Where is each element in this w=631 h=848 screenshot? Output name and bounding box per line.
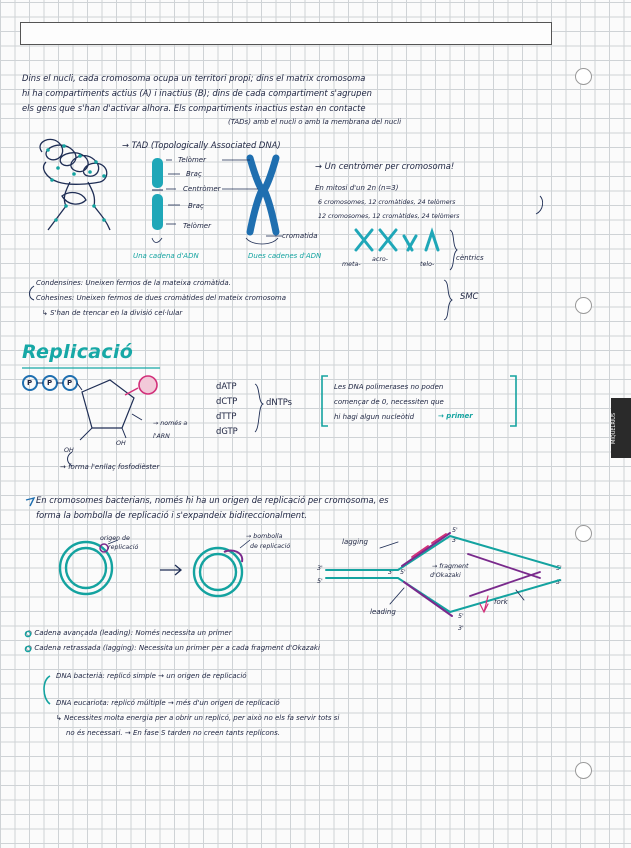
bombolla-label: de replicació [250, 543, 291, 550]
forma-note: → forma l'enllaç fosfodièster [60, 463, 160, 471]
phosphate-label: P [47, 379, 53, 387]
fragment-label: → fragment [432, 563, 469, 570]
cadena-line: ○ Cadena retrassada (lagging): Necessita un primer per a cada fragment d'Okazaki [26, 644, 320, 652]
origen-label: replicació [108, 544, 139, 551]
cromatida-label: cromatida [282, 232, 318, 240]
replication-bubble-icon [194, 540, 250, 596]
strand-end: 3' [556, 579, 562, 586]
bacterial-line: forma la bombolla de replicació i s'expandeix bidireccionalment. [36, 510, 308, 520]
rna-note: → només a l'ARN [153, 420, 188, 440]
origen-label: origen de [100, 535, 130, 542]
cadena-line: ○ Cadena avançada (leading): Només necessita un primer [26, 629, 232, 637]
fragment-label: d'Okazaki [430, 572, 461, 579]
centric-type: meta- [342, 261, 361, 268]
strand-end: 3' [458, 625, 464, 632]
intro-line: (TADs) amb el nucli o amb la membrana del nucli [228, 118, 402, 126]
bacterial-line: En cromosomes bacterians, només hi ha un origen de replicació per cromosoma, es [36, 495, 389, 505]
primer-label: → primer [438, 412, 473, 420]
polymerase-box [322, 376, 516, 426]
fork-label: fork [494, 598, 508, 606]
dntp: dCTP [216, 396, 238, 406]
dntps-label: dNTPs [266, 397, 292, 407]
intro-line: Dins el nucli, cada cromosoma ocupa un territori propi; dins el matrix cromosoma [22, 73, 366, 83]
cohesines-sub: ↳ S'han de trencar en la divisió cel·lular [42, 309, 183, 317]
dntp: dATP [216, 381, 237, 391]
chromatin-tangle-icon [40, 139, 110, 230]
mitosis-line: 12 cromosomes, 12 cromàtides, 24 telòmers [318, 213, 460, 220]
chromosome-label: Telòmer [178, 156, 206, 164]
chromatid-icon [152, 158, 163, 230]
chromosome-label: Centròmer [183, 185, 221, 193]
strand-end: 5' [452, 527, 458, 534]
cohesines-line: Cohesines: Uneixen fermos de dues cromàtides del mateix cromosoma [36, 294, 287, 302]
dntp: dTTP [216, 411, 237, 421]
polymerase-line: hi hagi algun nucleòtid [334, 413, 415, 421]
section-heading: Replicació [22, 341, 134, 363]
strand-end: 3' [388, 569, 394, 576]
circular-chromosome-icon [60, 540, 118, 594]
chromosome-label: Braç [188, 202, 204, 210]
leading-label: leading [370, 608, 396, 616]
condensines-line: Condensines: Uneixen fermos de la mateixa cromàtida. [36, 279, 231, 287]
mitosis-line: En mitosi d'un 2n (n=3) [315, 184, 399, 192]
mitosis-line: 6 cromosomes, 12 cromàtides, 24 telòmers [318, 199, 456, 206]
bombolla-label: → bombolla [246, 533, 283, 540]
phosphate-label: P [67, 379, 73, 387]
strand-end: 3' [452, 537, 458, 544]
strand-end: 5' [458, 613, 464, 620]
polymerase-line: Les DNA polimerases no poden [334, 383, 444, 391]
strand-end: 3' [317, 565, 323, 572]
centric-sub: cèntrics [456, 254, 484, 262]
polymerase-line: començar de 0, necessiten que [334, 398, 444, 406]
strand-end: 5' [556, 565, 562, 572]
one-chain-label: Una cadena d'ADN [133, 252, 199, 260]
oh-label: OH [64, 447, 74, 454]
euc-sub-line: ↳ Necessites molta energia per a obrir un replicó, per això no els fa servir tots si [56, 714, 340, 722]
chromosome-label: Braç [186, 170, 202, 178]
two-chains-label: Dues cadenes d'ADN [248, 252, 322, 260]
intro-line: hi ha compartiments actius (A) i inactius (B); dins de cada compartiment s'agrupen [22, 88, 372, 98]
tad-label: → TAD (Topologically Associated DNA) [122, 140, 281, 150]
centric-type: telo- [420, 261, 435, 268]
chromosome-label: Telòmer [183, 222, 211, 230]
centric-chromosomes-icon [356, 230, 438, 250]
strand-end: 5' [400, 569, 406, 576]
dntp: dGTP [216, 426, 238, 436]
chromosome-x-icon [250, 158, 276, 232]
lagging-label: lagging [342, 538, 368, 546]
phosphate-label: P [27, 379, 33, 387]
dna-bact-line: DNA bacterià: replicó simple → un origen de replicació [56, 672, 247, 680]
dna-euc-line: DNA eucariota: replicó múltiple → més d'un origen de replicació [56, 699, 280, 707]
centromere-note: → Un centròmer per cromosoma! [315, 161, 455, 171]
strand-end: 5' [317, 578, 323, 585]
replication-fork-icon [326, 533, 560, 616]
centric-type: acro- [372, 256, 389, 263]
smc-label: SMC [460, 291, 479, 301]
euc-sub-line: no és necessari. → En fase S tarden no creen tants replicons. [66, 729, 280, 737]
nucleotide-icon [23, 376, 157, 466]
oh-label: OH [116, 440, 126, 447]
intro-line: els gens que s'han d'activar alhora. Els compartiments inactius estan en contacte [22, 103, 366, 113]
notebook-tab: MIQUELRIUS [611, 398, 631, 458]
